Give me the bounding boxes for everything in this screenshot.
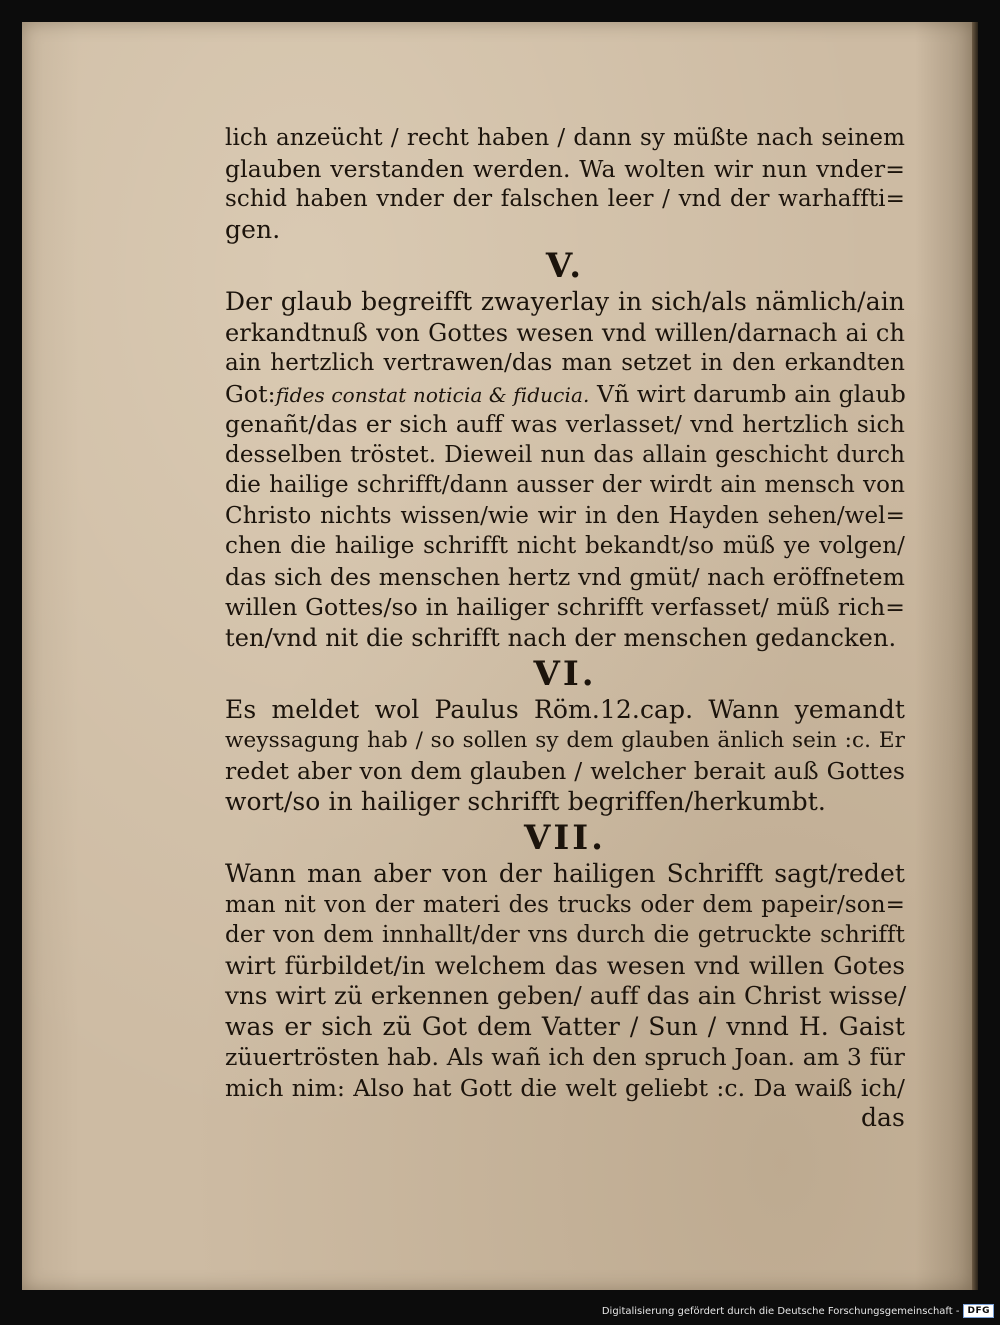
text-line: man nit von der materi des trucks oder dem papeir/son= — [225, 891, 905, 918]
text-line: weyssagung hab / so sollen sy dem glauben änlich sein :c. Er — [225, 727, 905, 753]
text-line: der von dem innhallt/der vns durch die getruckte schrifft — [225, 922, 905, 948]
text-line: wirt fürbildet/in welchem das wesen vnd willen Gotes — [225, 950, 905, 980]
section-heading-v: V. — [545, 246, 585, 286]
text-line: Es meldet wol Paulus Röm.12.cap. Wann yemandt — [225, 695, 905, 724]
text-line: glauben verstanden werden. Wa wolten wir nun vnder= — [225, 154, 905, 183]
digitization-footer — [602, 1304, 994, 1318]
book-spine-edge — [972, 22, 978, 1290]
text-line: das sich des menschen hertz vnd gmüt/ nach eröffnetem — [225, 562, 905, 591]
latin-prefix: Got: — [225, 379, 276, 408]
text-line: Christo nichts wissen/wie wir in den Hayden sehen/wel= — [225, 502, 905, 529]
latin-phrase: fides constat noticia & fiducia. — [275, 382, 590, 407]
latin-suffix: Vñ wirt darumb ain glaub — [589, 379, 906, 408]
paragraph-section-v-lines-b — [225, 409, 905, 653]
text-line: ten/vnd nit die schrifft nach der menschen gedancken. — [225, 623, 897, 652]
paragraph-continuation — [225, 123, 905, 245]
text-line: willen Gottes/so in hailiger schrifft verfasset/ müß rich= — [225, 593, 905, 621]
text-line: mich nim: Also hat Gott die welt geliebt :c. Da waiß ich/ — [225, 1073, 905, 1102]
paragraph-section-v-lines-a — [225, 287, 905, 379]
text-line: genañt/das er sich auff was verlasset/ vnd hertzlich sich — [225, 410, 905, 438]
section-heading-vi: VI. — [533, 654, 597, 694]
catchword: das — [860, 1103, 905, 1132]
text-line: vns wirt zü erkennen geben/ auff das ain Christ wisse/ — [225, 981, 907, 1010]
paragraph-section-v — [225, 287, 905, 653]
text-line: gen. — [225, 214, 281, 244]
text-line: chen die hailige schrifft nicht bekandt/so müß ye volgen/ — [225, 533, 905, 559]
text-line: desselben tröstet. Dieweil nun das allain geschicht durch — [225, 441, 905, 468]
text-line: schid haben vnder der falschen leer / vnd der warhaffti= — [225, 186, 905, 212]
text-line: Der glaub begreifft zwayerlay in sich/als nämlich/ain — [225, 287, 905, 316]
paragraph-section-vii — [225, 859, 905, 1103]
text-line-latin — [225, 379, 905, 410]
text-line: züuertrösten hab. Als wañ ich den spruch Joan. am 3 für — [225, 1043, 905, 1071]
text-line: redet aber von dem glauben / welcher berait auß Gottes — [225, 757, 905, 785]
text-line: die hailige schrifft/dann ausser der wirdt ain mensch von — [225, 472, 905, 498]
text-line: Wann man aber von der hailigen Schrifft sagt/redet — [225, 859, 905, 888]
paragraph-section-vi — [225, 695, 905, 817]
dfg-logo: DFG — [963, 1304, 994, 1318]
text-line: erkandtnuß von Gottes wesen vnd willen/darnach ai ch — [225, 318, 905, 347]
footer-text: Digitalisierung gefördert durch die Deutsche Forschungsgemeinschaft - — [601, 1305, 960, 1317]
text-line: ain hertzlich vertrawen/das man setzet in den erkandten — [225, 350, 905, 376]
text-line: wort/so in hailiger schrifft begriffen/herkumbt. — [225, 786, 826, 816]
section-heading-vii: VII. — [523, 818, 607, 858]
text-line: lich anzeücht / recht haben / dann sy müßte nach seinem — [225, 125, 905, 151]
page-text-block — [225, 123, 905, 1134]
text-line: was er sich zü Got dem Vatter / Sun / vnnd H. Gaist — [225, 1011, 905, 1041]
